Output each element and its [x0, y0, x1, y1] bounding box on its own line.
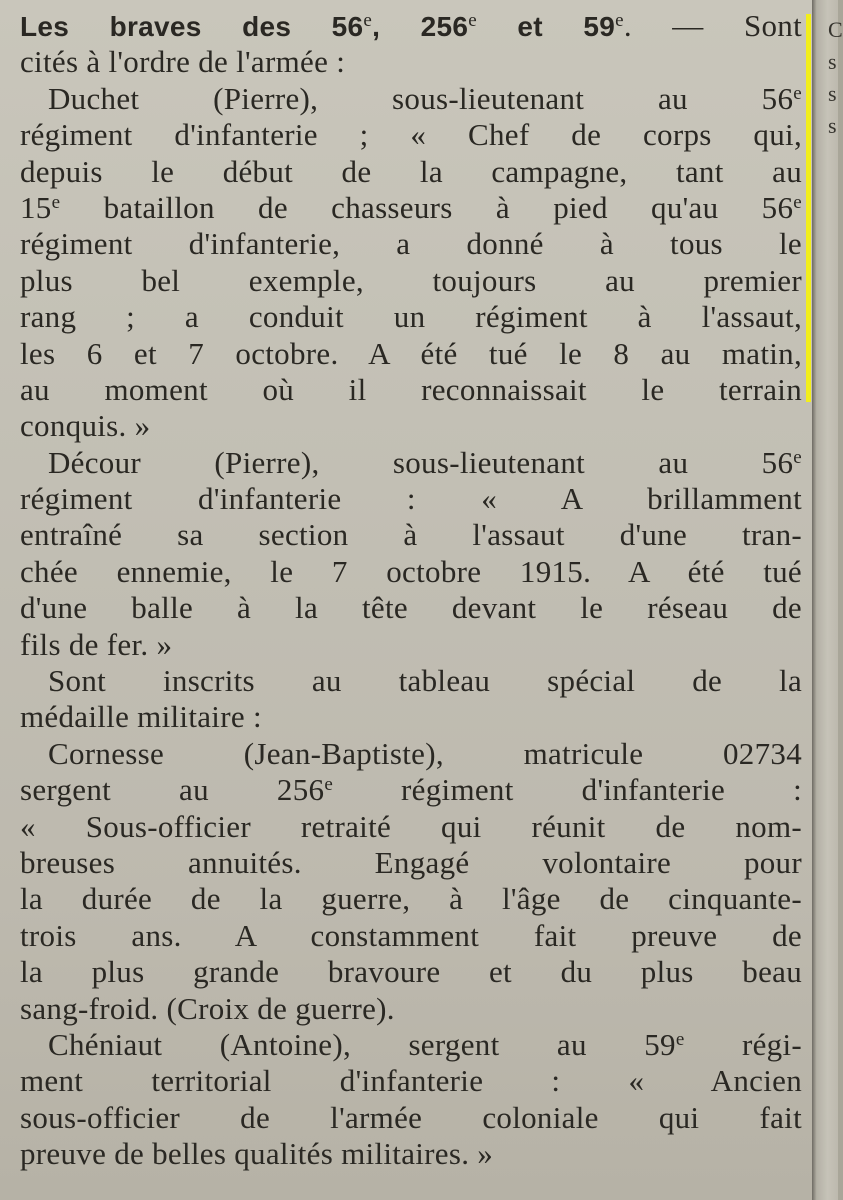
text-line: la plus grande bravoure et du plus beau	[20, 954, 802, 990]
article-heading-line: Les braves des 56e, 256e et 59e. — Sont	[20, 8, 802, 43]
text-line: Cornesse (Jean-Baptiste), matricule 02734	[48, 735, 802, 771]
text-line: trois ans. A constamment fait preuve de	[20, 917, 802, 953]
text-line: preuve de belles qualités militaires. »	[20, 1136, 494, 1172]
article-text	[20, 8, 802, 1173]
text-line: « Sous-officier retraité qui réunit de nom-	[20, 808, 802, 844]
text-line: régiment d'infanterie ; « Chef de corps qui,	[20, 117, 802, 153]
text-line: Duchet (Pierre), sous-lieutenant au 56e	[48, 80, 802, 116]
text-line: Décour (Pierre), sous-lieutenant au 56e	[48, 444, 802, 480]
text-line: breuses annuités. Engagé volontaire pour	[20, 844, 802, 880]
text-line: d'une balle à la tête devant le réseau de	[20, 590, 802, 626]
text-line: sang-froid. (Croix de guerre).	[20, 990, 395, 1026]
text-line: Sont inscrits au tableau spécial de la	[48, 663, 802, 699]
text-line: cités à l'ordre de l'armée :	[20, 44, 346, 80]
text-line: fils de fer. »	[20, 626, 173, 662]
text-line: sergent au 256e régiment d'infanterie :	[20, 772, 803, 808]
text-line: 15e bataillon de chasseurs à pied qu'au 56e	[20, 189, 802, 225]
text-line: au moment où il reconnaissait le terrain	[20, 371, 802, 407]
text-line: médaille militaire :	[20, 699, 262, 735]
text-line: depuis le début de la campagne, tant au	[20, 153, 802, 189]
text-line: Chéniaut (Antoine), sergent au 59e régi-	[48, 1026, 802, 1062]
text-line: chée ennemie, le 7 octobre 1915. A été tué	[20, 553, 802, 589]
text-line: conquis. »	[20, 408, 151, 444]
text-line: régiment d'infanterie, a donné à tous le	[20, 226, 802, 262]
page-fold	[812, 0, 843, 1200]
highlight-marker	[806, 14, 811, 402]
text-line: la durée de la guerre, à l'âge de cinquante-	[20, 881, 802, 917]
text-line: entraîné sa section à l'assaut d'une tran-	[20, 517, 802, 553]
text-line: régiment d'infanterie : « A brillamment	[20, 481, 802, 517]
text-line: ment territorial d'infanterie : « Ancien	[20, 1063, 802, 1099]
text-line: sous-officier de l'armée coloniale qui fait	[20, 1099, 802, 1135]
text-line: rang ; a conduit un régiment à l'assaut,	[20, 299, 802, 335]
adjacent-column-fragment: C s s s	[828, 17, 843, 138]
text-line: plus bel exemple, toujours au premier	[20, 262, 802, 298]
text-line: les 6 et 7 octobre. A été tué le 8 au matin,	[20, 335, 802, 371]
